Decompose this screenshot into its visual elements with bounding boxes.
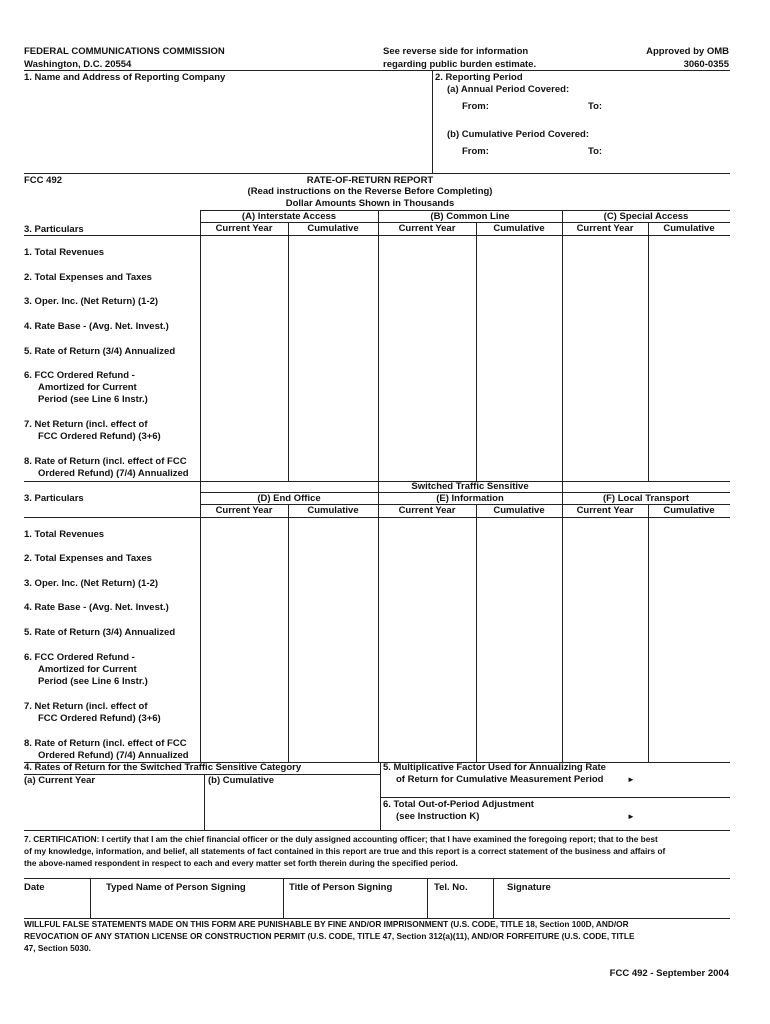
section5-rule (380, 797, 730, 798)
table1-bottom-rule (24, 481, 730, 482)
table1-row-label: 3. Oper. Inc. (Net Return) (1-2) (24, 296, 159, 307)
table2-subhead: Current Year (576, 505, 634, 516)
table2-col-divider (200, 481, 201, 762)
section4-current-year[interactable]: (a) Current Year (24, 775, 96, 786)
certification-line: of my knowledge, information, and belief, all statements of fact contained in this report are true and this report is a correct statement of the business and affairs of (24, 846, 666, 856)
certification-line: 7. CERTIFICATION: I certify that I am the chief financial officer or the duly assigned accounting officer; that I have examined the foregoing report; that to the best (24, 834, 658, 844)
table1-row-label: 2. Total Expenses and Taxes (24, 272, 152, 283)
table1-group-c: (C) Special Access (603, 211, 689, 222)
table2-row-label: 8. Rate of Return (incl. effect of FCC (24, 738, 187, 749)
table1-group-b: (B) Common Line (430, 211, 510, 222)
table2-col-divider (562, 481, 563, 762)
table1-subhead: Current Year (576, 223, 634, 234)
table1-row-label: 1. Total Revenues (24, 247, 105, 258)
cumulative-period-label: (b) Cumulative Period Covered: (447, 129, 589, 140)
table2-group-e: (E) Information (436, 493, 504, 504)
cumulative-to-label[interactable]: To: (588, 146, 603, 157)
section4-title: 4. Rates of Return for the Switched Traffic Sensitive Category (24, 762, 302, 773)
table2-row-label: 7. Net Return (incl. effect of (24, 701, 148, 712)
header-divider (432, 70, 433, 173)
table1-col-divider (562, 210, 563, 482)
section4-col-divider (204, 774, 205, 830)
table2-col-divider (378, 481, 379, 762)
table1-particulars: 3. Particulars (24, 224, 84, 235)
table2-subhead: Current Year (398, 505, 456, 516)
form-id: FCC 492 (24, 175, 63, 186)
table2-row-label-cont: Amortized for Current (38, 664, 137, 675)
notice-line-1: See reverse side for information (383, 46, 529, 57)
annual-period-label: (a) Annual Period Covered: (447, 84, 570, 95)
table2-col-divider (288, 504, 289, 762)
table1-subhead: Current Year (398, 223, 456, 234)
table2-supergroup: Switched Traffic Sensitive (411, 481, 529, 492)
report-units: Dollar Amounts Shown in Thousands (285, 198, 455, 209)
annual-to-label[interactable]: To: (588, 101, 603, 112)
table2-row-label-cont: FCC Ordered Refund) (3+6) (38, 713, 161, 724)
table1-subhead: Cumulative (493, 223, 545, 234)
table2-subhead: Cumulative (493, 505, 545, 516)
table1-row-label: 6. FCC Ordered Refund - (24, 370, 135, 381)
omb-approval: Approved by OMB (646, 46, 729, 57)
table1-row-label: 5. Rate of Return (3/4) Annualized (24, 346, 176, 357)
typed-name-field[interactable]: Typed Name of Person Signing (106, 882, 246, 893)
table2-subhead: Cumulative (663, 505, 715, 516)
table1-row-label-cont: FCC Ordered Refund) (3+6) (38, 431, 161, 442)
signature-top-rule (24, 878, 730, 879)
header-rule (24, 70, 730, 71)
table2-row-label: 4. Rate Base - (Avg. Net. Invest.) (24, 602, 169, 613)
certification-line: the above-named respondent in respect to each and every matter set forth therein during the specified period. (24, 858, 458, 868)
table1-col-divider (648, 222, 649, 482)
cumulative-from-label[interactable]: From: (462, 146, 489, 157)
omb-number: 3060-0355 (683, 59, 729, 70)
table2-header-rule (24, 517, 730, 518)
table1-row-label-cont: Amortized for Current (38, 382, 137, 393)
report-rule (24, 173, 730, 174)
section6-line2: (see Instruction K) (396, 811, 480, 822)
report-title: RATE-OF-RETURN REPORT (306, 175, 434, 186)
signature-col-divider (283, 878, 284, 918)
warning-line: WILLFUL FALSE STATEMENTS MADE ON THIS FORM ARE PUNISHABLE BY FINE AND/OR IMPRISONMENT (U.S. CODE, TITLE 18, Section 100D, AND/OR (24, 919, 629, 929)
table2-col-divider (648, 504, 649, 762)
table1-subhead: Cumulative (307, 223, 359, 234)
section5-line1: 5. Multiplicative Factor Used for Annualizing Rate (383, 762, 606, 773)
table2-col-divider (476, 504, 477, 762)
table1-col-divider (476, 222, 477, 482)
table1-header-rule (24, 235, 730, 236)
section6-bottom-rule (24, 830, 730, 831)
date-field[interactable]: Date (24, 882, 45, 893)
signature-col-divider (90, 878, 91, 918)
table2-row-label: 3. Oper. Inc. (Net Return) (1-2) (24, 578, 159, 589)
table2-subhead: Cumulative (307, 505, 359, 516)
table1-col-divider (288, 222, 289, 482)
table2-row-label-cont: Ordered Refund) (7/4) Annualized (38, 750, 189, 761)
table2-row-label: 1. Total Revenues (24, 529, 105, 540)
warning-line: 47, Section 5030. (24, 943, 91, 953)
table2-row-label: 6. FCC Ordered Refund - (24, 652, 135, 663)
table2-particulars: 3. Particulars (24, 493, 84, 504)
table2-row-label: 2. Total Expenses and Taxes (24, 553, 152, 564)
section6-line1: 6. Total Out-of-Period Adjustment (383, 799, 534, 810)
notice-line-2: regarding public burden estimate. (383, 59, 537, 70)
table1-row-label: 8. Rate of Return (incl. effect of FCC (24, 456, 187, 467)
table1-col-divider (378, 210, 379, 482)
table1-subhead: Cumulative (663, 223, 715, 234)
section45-divider (380, 762, 381, 830)
table2-group-d: (D) End Office (257, 493, 321, 504)
table2-row-label: 5. Rate of Return (3/4) Annualized (24, 627, 176, 638)
section5-arrow-icon: ► (627, 775, 635, 784)
title-field[interactable]: Title of Person Signing (289, 882, 393, 893)
table1-group-a: (A) Interstate Access (241, 211, 337, 222)
table1-row-label: 4. Rate Base - (Avg. Net. Invest.) (24, 321, 169, 332)
signature-col-divider (427, 878, 428, 918)
footer-form-id: FCC 492 - September 2004 (609, 968, 729, 979)
reporting-period-label: 2. Reporting Period (435, 72, 523, 83)
signature-field[interactable]: Signature (507, 882, 551, 893)
signature-col-divider (493, 878, 494, 918)
table2-row-label-cont: Period (see Line 6 Instr.) (38, 676, 148, 687)
table1-col-divider (200, 210, 201, 482)
section5-line2: of Return for Cumulative Measurement Period (396, 774, 604, 785)
agency-address: Washington, D.C. 20554 (24, 59, 132, 70)
table1-row-label-cont: Period (see Line 6 Instr.) (38, 394, 148, 405)
warning-line: REVOCATION OF ANY STATION LICENSE OR CONSTRUCTION PERMIT (U.S. CODE, TITLE 47, Section 312(a)(11), AND/OR FORFEITURE (U.S. CODE, TITLE (24, 931, 635, 941)
table2-group-f: (F) Local Transport (602, 493, 690, 504)
annual-from-label[interactable]: From: (462, 101, 489, 112)
section4-cumulative[interactable]: (b) Cumulative (208, 775, 274, 786)
field-name-address-label: 1. Name and Address of Reporting Company (24, 72, 226, 83)
table2-subhead: Current Year (215, 505, 273, 516)
table1-row-label-cont: Ordered Refund) (7/4) Annualized (38, 468, 189, 479)
table1-subhead: Current Year (215, 223, 273, 234)
agency-name: FEDERAL COMMUNICATIONS COMMISSION (24, 46, 225, 57)
table1-row-label: 7. Net Return (incl. effect of (24, 419, 148, 430)
section6-arrow-icon: ► (627, 812, 635, 821)
tel-field[interactable]: Tel. No. (434, 882, 468, 893)
report-instructions: (Read instructions on the Reverse Before Completing) (247, 186, 493, 197)
